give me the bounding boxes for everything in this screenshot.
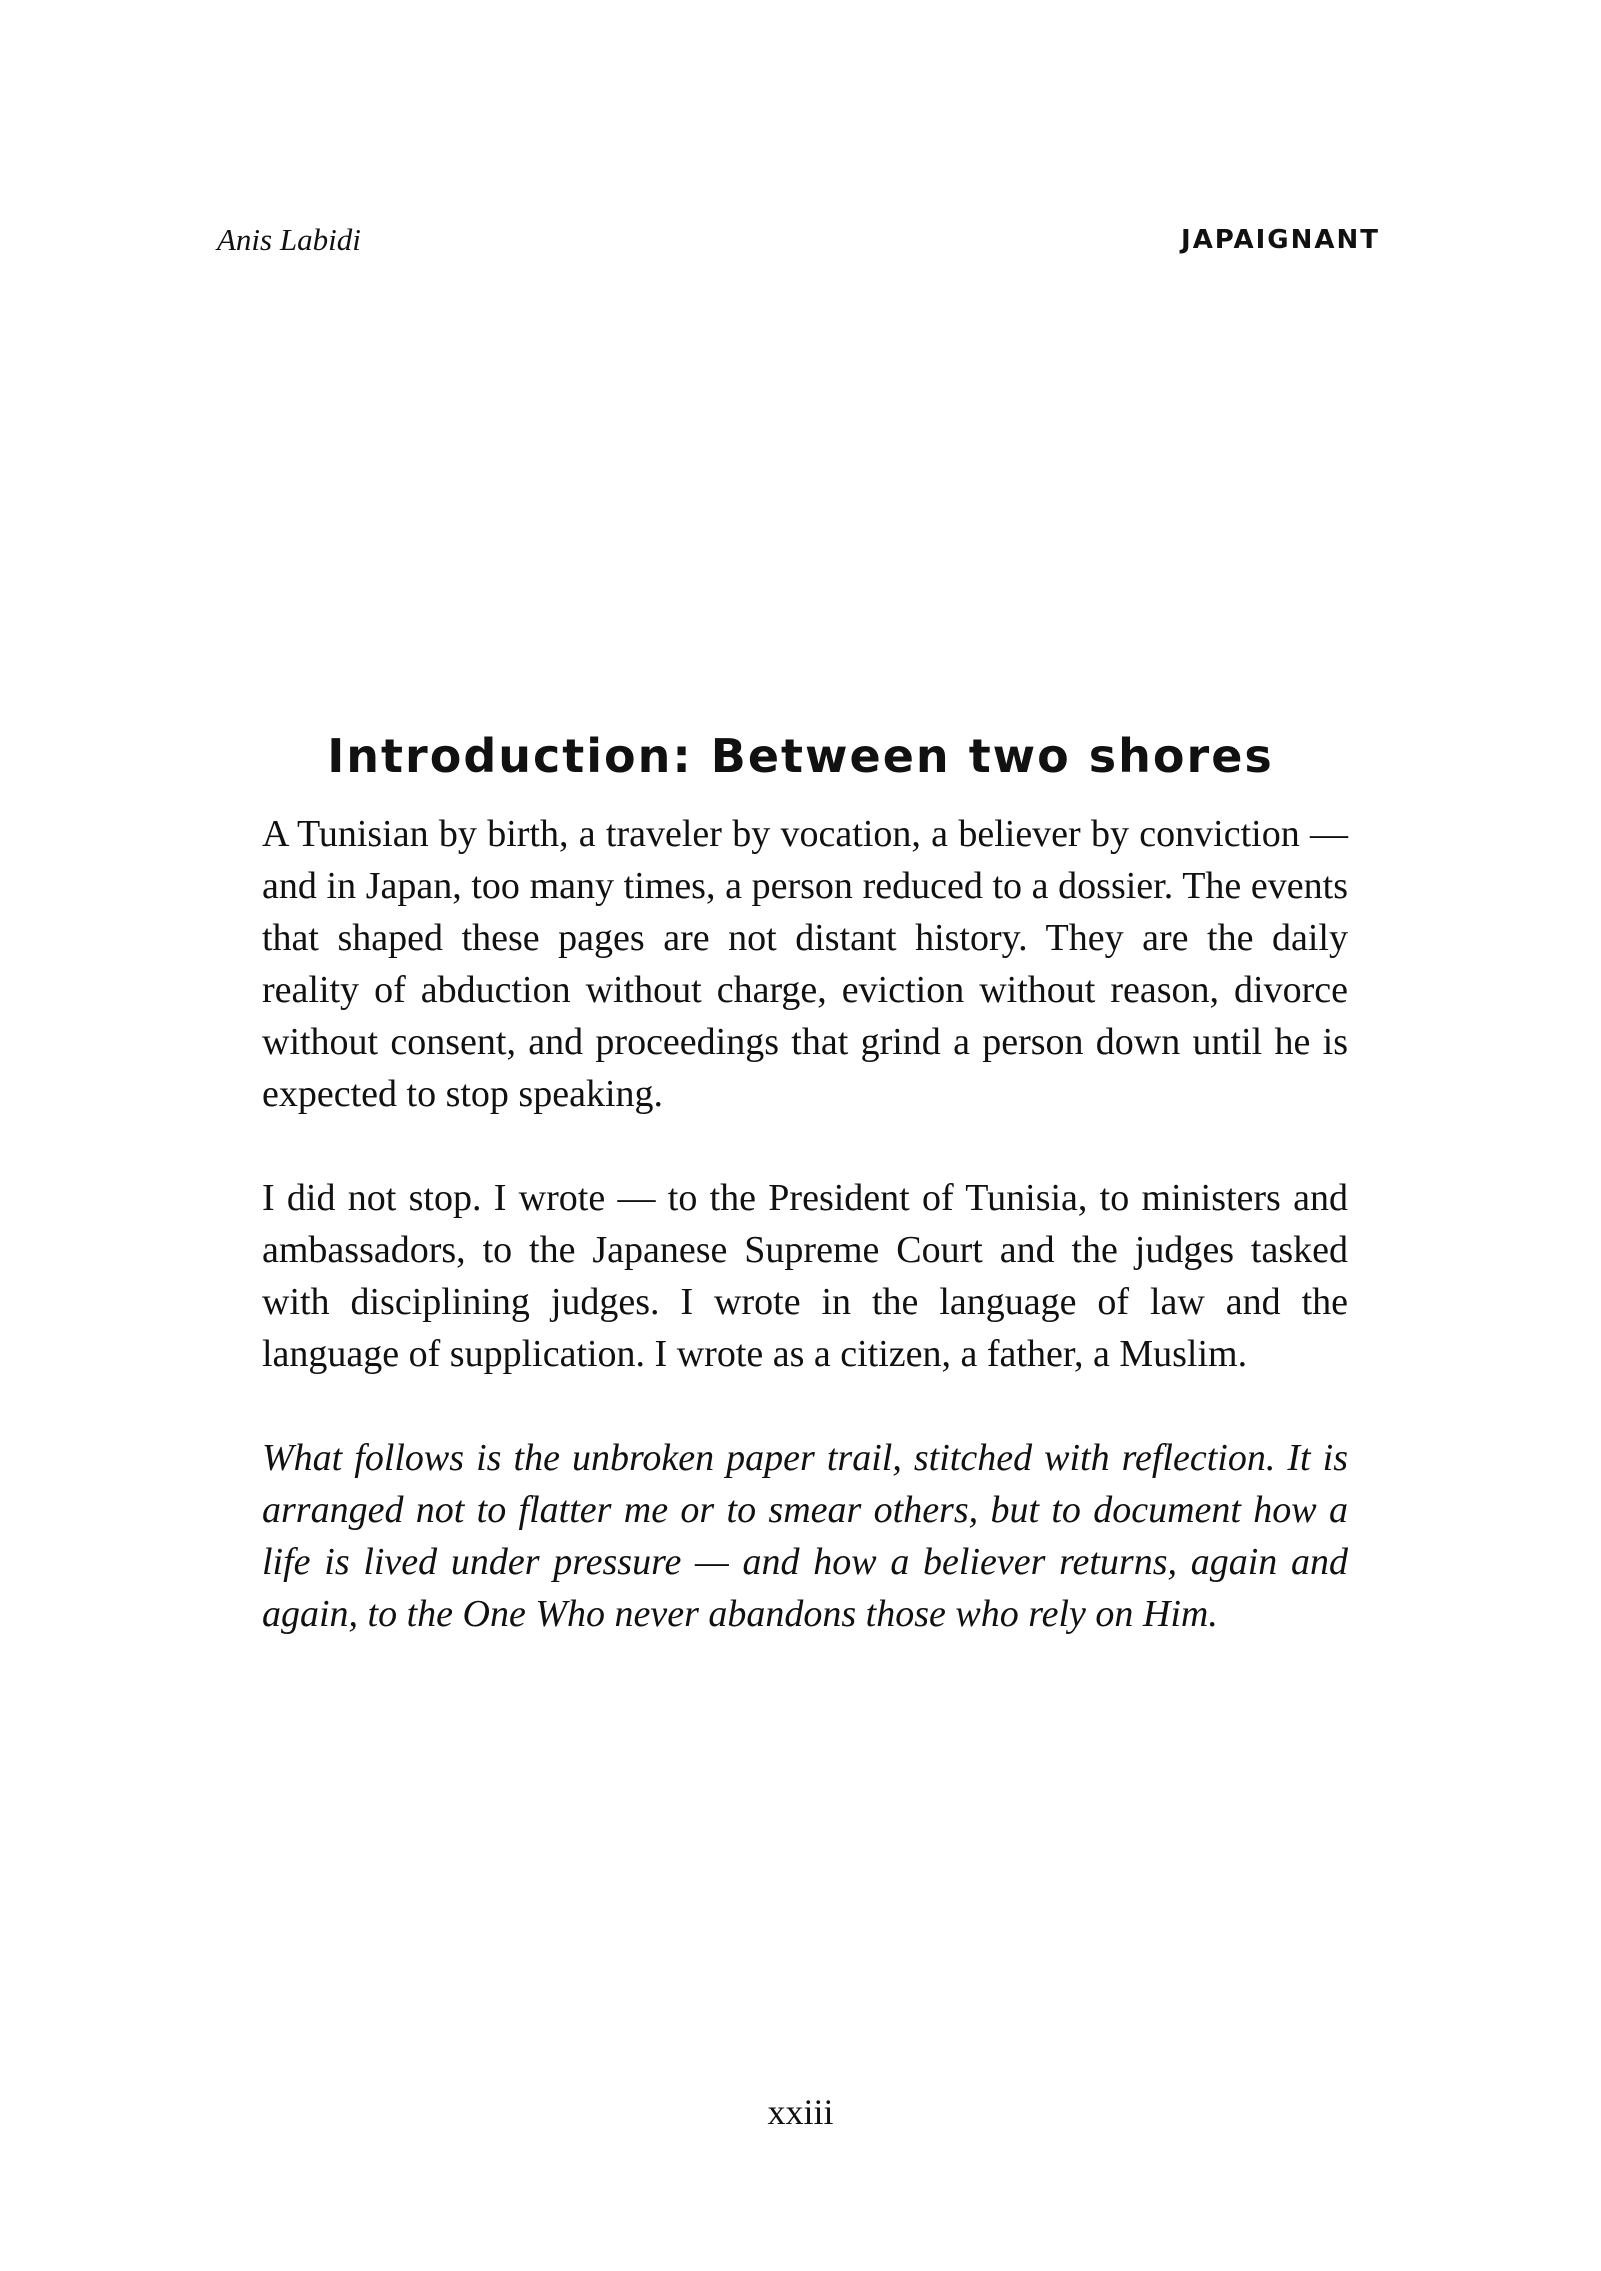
page-number: xxiii xyxy=(767,2092,834,2132)
paragraph-3-italic: What follows is the unbroken paper trail, stitched with reflection. It is arranged not to flatter me or to smear others, but to document how a life is lived under pressure — and how a believer returns, again and again, to the One Who never abandons those who rely on Him. xyxy=(262,1437,1348,1635)
running-head-author: Anis Labidi xyxy=(217,222,361,257)
paragraph-2: I did not stop. I wrote — to the President of Tunisia, to ministers and ambassadors, to the Japanese Supreme Court and the judges tasked with disciplining judges. I wrote in the language of law and the language of supplication. I wrote as a citizen, a father, a Muslim. xyxy=(262,1177,1348,1375)
chapter-title: Introduction: Between two shores xyxy=(327,728,1274,783)
paragraph-1: A Tunisian by birth, a traveler by vocation, a believer by conviction — and in Japan, too many times, a person reduced to a dossier. The events that shaped these pages are not distant history. They are the daily reality of abduction without charge, eviction without reason, divorce without consent, and proceedings that grind a person down until he is expected to stop speaking. xyxy=(262,813,1348,1115)
running-head-book-title: JAPAIGNANT xyxy=(1181,225,1380,255)
body-text xyxy=(262,808,1348,1692)
